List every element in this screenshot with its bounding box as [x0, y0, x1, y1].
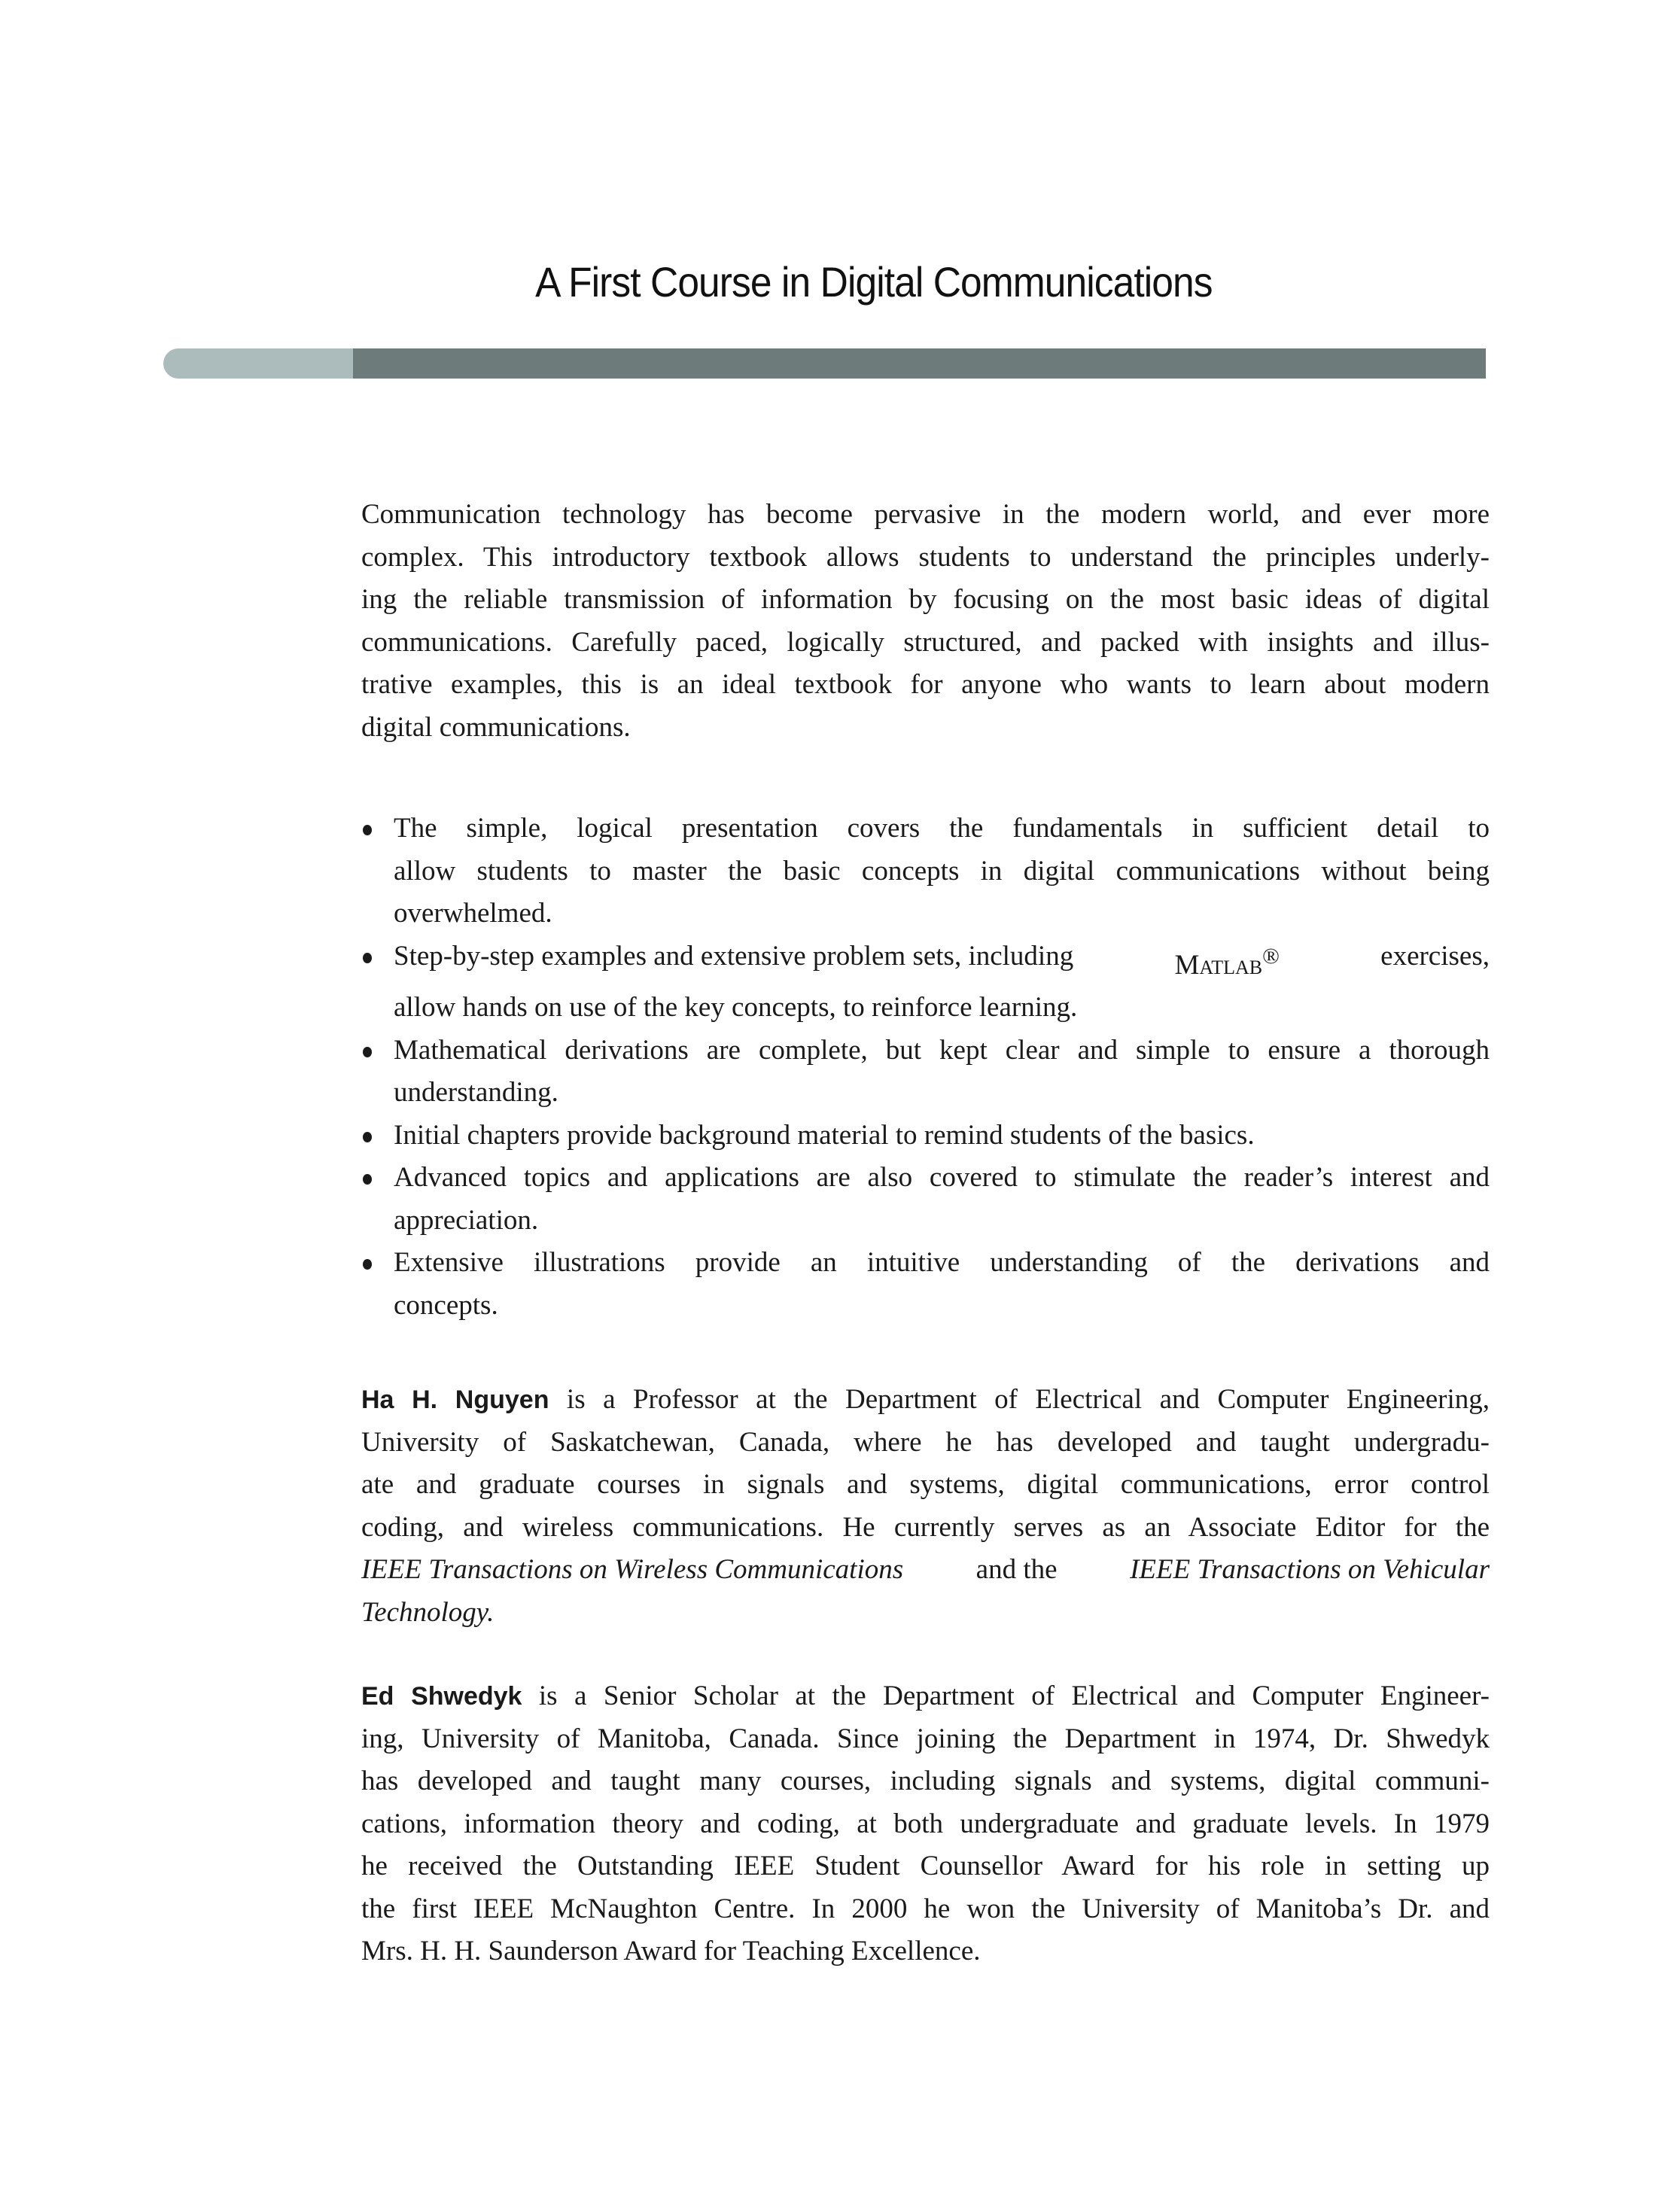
feature-line: The simple, logical presentation covers the fundamentals in sufficient detail to	[394, 813, 1490, 844]
bio-line	[361, 1675, 1490, 1718]
bio-line: ing, University of Manitoba, Canada. Since joining the Department in 1974, Dr. Shwedyk	[361, 1723, 1490, 1754]
feature-item	[361, 935, 1490, 1030]
feature-item	[361, 1115, 1490, 1157]
bullet-icon	[363, 1174, 372, 1185]
bio-line: cations, information theory and coding, at both undergraduate and graduate levels. In 1979	[361, 1808, 1490, 1839]
feature-item	[361, 808, 1490, 935]
intro-line: complex. This introductory textbook allows students to understand the principles underly-	[361, 541, 1490, 573]
bio-line: ate and graduate courses in signals and systems, digital communications, error control	[361, 1469, 1490, 1500]
bullet-icon	[363, 1047, 372, 1057]
bio-line	[361, 1592, 1490, 1635]
registered-mark: ®	[1262, 943, 1280, 969]
bio-line: University of Saskatchewan, Canada, where he has developed and taught undergradu-	[361, 1426, 1490, 1458]
bio-text: is a Professor at the Department of Electrical and Computer Engineering,	[549, 1384, 1490, 1415]
author-bio-shwedyk	[361, 1675, 1490, 1973]
feature-line: Advanced topics and applications are also covered to stimulate the reader’s interest and	[394, 1162, 1490, 1193]
author-name: Ed Shwedyk	[361, 1682, 522, 1711]
feature-line: concepts.	[394, 1289, 498, 1321]
feature-line: overwhelmed.	[394, 898, 552, 929]
bio-text: is a Senior Scholar at the Department of Electrical and Computer Engineer-	[522, 1681, 1490, 1711]
title-bar-accent	[163, 348, 353, 379]
feature-list	[361, 808, 1490, 1327]
intro-line: trative examples, this is an ideal textbook for anyone who wants to learn about modern	[361, 669, 1490, 700]
bio-line: Mrs. H. H. Saunderson Award for Teaching Excellence.	[361, 1936, 981, 1966]
feature-line: Initial chapters provide background material to remind students of the basics.	[394, 1119, 1255, 1151]
bio-text: and the	[969, 1554, 1064, 1585]
book-title-text: A First Course in Digital Communications	[535, 258, 1213, 306]
bio-line: coding, and wireless communications. He currently serves as an Associate Editor for the	[361, 1511, 1490, 1543]
bullet-icon	[363, 953, 372, 963]
feature-line: appreciation.	[394, 1204, 539, 1236]
bio-line: has developed and taught many courses, including signals and systems, digital communi-	[361, 1766, 1490, 1796]
feature-item	[361, 1157, 1490, 1242]
intro-line: communications. Carefully paced, logically structured, and packed with insights and illus-	[361, 626, 1490, 658]
feature-line: allow hands on use of the key concepts, to reinforce learning.	[394, 992, 1078, 1023]
feature-line: Extensive illustrations provide an intuitive understanding of the derivations and	[394, 1247, 1490, 1278]
bio-line	[361, 1549, 1490, 1592]
feature-item	[361, 1030, 1490, 1115]
feature-line: allow students to master the basic concepts in digital communications without being	[394, 855, 1490, 887]
book-title	[0, 257, 1680, 306]
bio-line	[361, 1379, 1490, 1422]
author-bio-nguyen	[361, 1379, 1490, 1634]
feature-item	[361, 1242, 1490, 1327]
journal-title: IEEE Transactions on Vehicular	[1130, 1554, 1490, 1585]
intro-paragraph	[361, 494, 1490, 749]
bio-line: he received the Outstanding IEEE Student Counsellor Award for his role in setting up	[361, 1851, 1490, 1881]
journal-title: IEEE Transactions on Wireless Communications	[361, 1554, 904, 1585]
bullet-icon	[363, 1259, 372, 1270]
intro-line: digital communications.	[361, 711, 631, 743]
title-bar	[353, 348, 1486, 379]
bullet-icon	[363, 1132, 372, 1142]
feature-line: Mathematical derivations are complete, but kept clear and simple to ensure a thorough	[394, 1034, 1490, 1066]
intro-line: Communication technology has become pervasive in the modern world, and ever more	[361, 499, 1490, 530]
bio-line: the first IEEE McNaughton Centre. In 2000 he won the University of Manitoba’s Dr. and	[361, 1893, 1490, 1924]
intro-line: ing the reliable transmission of information by focusing on the most basic ideas of digital	[361, 584, 1490, 615]
matlab-name: Matlab	[1174, 949, 1263, 981]
bullet-icon	[363, 825, 372, 835]
feature-text: exercises,	[1373, 940, 1490, 972]
journal-title: Technology.	[361, 1596, 495, 1628]
feature-text: Step-by-step examples and extensive problem sets, including	[394, 940, 1081, 972]
feature-line: understanding.	[394, 1077, 558, 1108]
author-name: Ha H. Nguyen	[361, 1386, 549, 1414]
feature-line	[394, 935, 1490, 987]
